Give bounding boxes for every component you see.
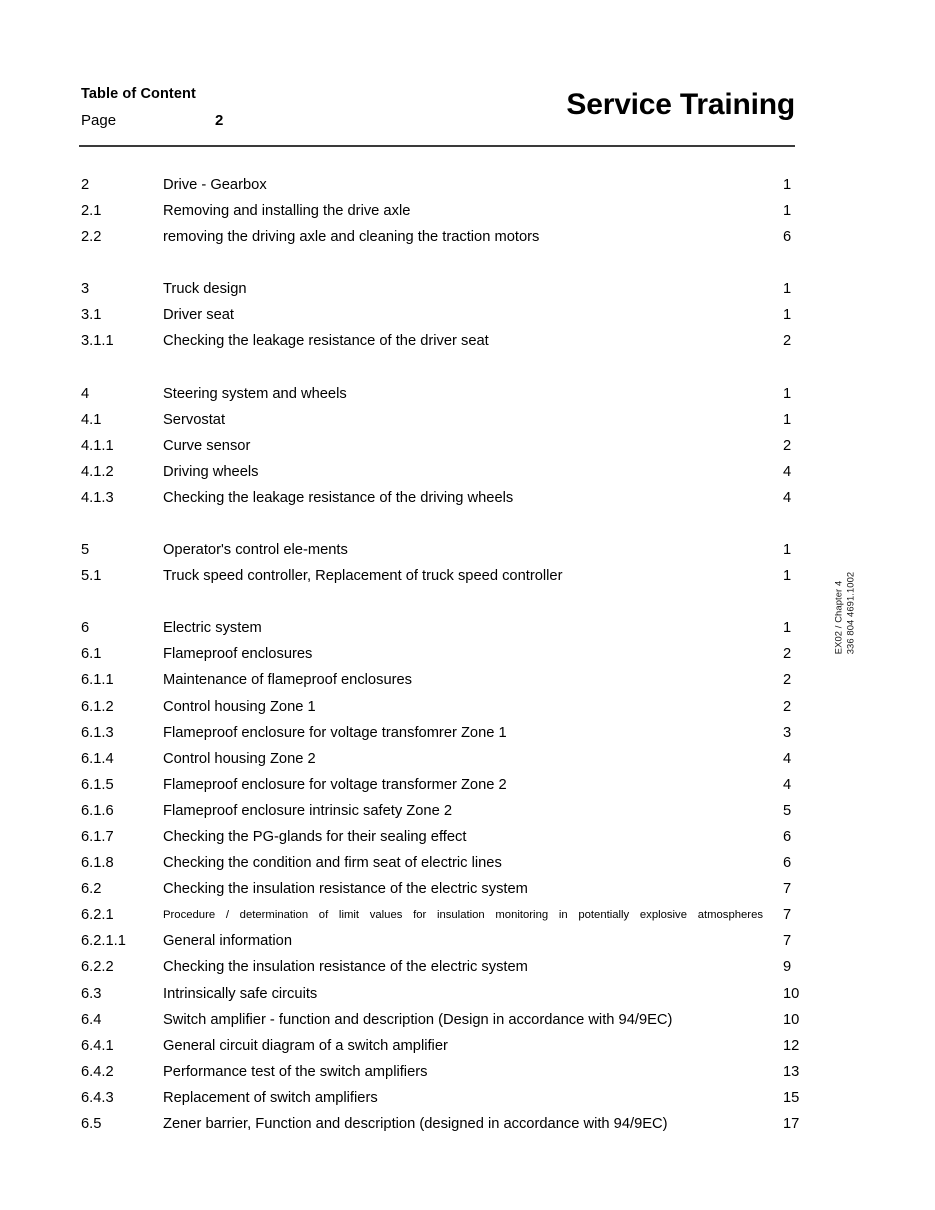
toc-entry-page: 2 xyxy=(783,333,792,350)
page-number-value: 2 xyxy=(215,112,224,129)
toc-entry-page: 1 xyxy=(783,542,792,559)
toc-entry-number: 6.4.3 xyxy=(81,1089,114,1106)
toc-entry[interactable] xyxy=(79,615,795,641)
toc-entry-page: 1 xyxy=(783,620,792,637)
toc-entry-page: 12 xyxy=(783,1037,800,1054)
toc-entry-title: Control housing Zone 1 xyxy=(163,698,316,715)
toc-entry-page: 1 xyxy=(783,568,792,585)
toc-entry-number: 6.1.3 xyxy=(81,724,114,741)
toc-entry-title: Zener barrier, Function and description (designed in accordance with 94/9EC) xyxy=(163,1116,668,1132)
toc-entry[interactable] xyxy=(79,824,795,850)
toc-entry-page: 7 xyxy=(783,907,792,924)
toc-group xyxy=(79,276,795,354)
toc-entry-page: 6 xyxy=(783,855,792,872)
toc-entry-page: 1 xyxy=(783,307,792,324)
toc-entry[interactable] xyxy=(79,954,795,980)
toc-entry-title: Checking the PG-glands for their sealing effect xyxy=(163,828,467,845)
toc-entry-page: 5 xyxy=(783,802,792,819)
toc-entry-number: 3 xyxy=(81,281,90,298)
toc-entry[interactable] xyxy=(79,981,800,1007)
toc-entry-title: Checking the insulation resistance of the electric system xyxy=(163,881,528,898)
toc-entry-title: Removing and installing the drive axle xyxy=(163,203,411,220)
toc-entry[interactable] xyxy=(79,1033,800,1059)
toc-entry-page: 6 xyxy=(783,229,792,246)
toc-entry-page: 1 xyxy=(783,203,792,220)
page-label: Page xyxy=(81,112,117,129)
toc-entry[interactable] xyxy=(79,667,795,693)
document-title: Service Training xyxy=(566,88,795,121)
toc-entry-number: 6.1 xyxy=(81,646,102,663)
toc-entry-title: Drive - Gearbox xyxy=(163,177,267,193)
toc-entry-number: 6.2.1.1 xyxy=(81,933,126,950)
toc-entry-page: 1 xyxy=(783,411,792,428)
toc-entry-page: 4 xyxy=(783,463,792,480)
toc-entry-number: 4.1.1 xyxy=(81,437,114,454)
toc-entry-title: Truck speed controller, Replacement of truck speed controller xyxy=(163,568,563,585)
toc-entry-page: 1 xyxy=(783,177,792,193)
toc-entry-page: 2 xyxy=(783,672,792,689)
toc-group xyxy=(79,381,795,511)
toc-entry-number: 4.1.3 xyxy=(81,489,114,506)
toc-entry-number: 6.5 xyxy=(81,1116,102,1132)
table-of-contents xyxy=(79,172,800,1137)
toc-entry-page: 15 xyxy=(783,1089,800,1106)
toc-entry-title: Maintenance of flameproof enclosures xyxy=(163,672,413,689)
toc-entry-title: Control housing Zone 2 xyxy=(163,750,316,767)
toc-entry-page: 17 xyxy=(783,1116,800,1132)
toc-entry-title: Steering system and wheels xyxy=(163,385,347,402)
toc-entry-number: 6 xyxy=(81,620,90,637)
toc-entry-number: 6.4.1 xyxy=(81,1037,114,1054)
toc-entry-number: 2.2 xyxy=(81,229,102,246)
toc-entry-number: 2.1 xyxy=(81,203,102,220)
toc-entry-title: Driving wheels xyxy=(163,463,259,480)
toc-entry[interactable] xyxy=(79,746,795,772)
toc-entry-page: 9 xyxy=(783,959,792,976)
toc-entry-page: 1 xyxy=(783,281,792,298)
toc-entry-page: 7 xyxy=(783,933,792,950)
toc-entry-title: Performance test of the switch amplifiers xyxy=(163,1063,428,1080)
toc-entry[interactable] xyxy=(79,563,795,589)
toc-entry[interactable] xyxy=(79,224,795,250)
toc-entry[interactable] xyxy=(79,1111,800,1137)
toc-entry[interactable] xyxy=(79,459,795,485)
toc-entry[interactable] xyxy=(79,798,795,824)
toc-entry-page: 2 xyxy=(783,437,792,454)
toc-entry-title: Checking the insulation resistance of the electric system xyxy=(163,959,528,976)
toc-entry-number: 6.1.1 xyxy=(81,672,114,689)
toc-entry-page: 3 xyxy=(783,724,792,741)
toc-entry[interactable] xyxy=(79,850,795,876)
table-of-content-label: Table of Content xyxy=(81,86,196,102)
toc-entry-title: Operator's control ele-ments xyxy=(163,542,348,559)
toc-entry-title: Checking the leakage resistance of the driving wheels xyxy=(163,489,514,506)
toc-entry-number: 6.2.1 xyxy=(81,907,114,924)
toc-entry-title: Flameproof enclosures xyxy=(163,646,313,663)
toc-entry-title: Truck design xyxy=(163,281,247,298)
toc-entry-number: 6.2.2 xyxy=(81,959,114,976)
toc-entry-number: 6.4.2 xyxy=(81,1063,114,1080)
toc-entry-number: 6.1.2 xyxy=(81,698,114,715)
header-divider xyxy=(79,145,795,147)
side-reference-line-2: 336 804 4691.1002 xyxy=(844,571,855,655)
toc-entry[interactable] xyxy=(79,276,795,302)
toc-entry-number: 6.1.6 xyxy=(81,802,114,819)
toc-entry-title: Switch amplifier - function and description (Design in accordance with 94/9EC) xyxy=(163,1011,673,1028)
toc-entry-number: 2 xyxy=(81,177,90,193)
toc-entry-page: 4 xyxy=(783,750,792,767)
toc-entry-number: 6.1.8 xyxy=(81,855,114,872)
toc-entry-number: 6.3 xyxy=(81,985,102,1002)
toc-entry[interactable] xyxy=(79,381,795,407)
toc-entry[interactable] xyxy=(79,198,795,224)
toc-entry-title: Replacement of switch amplifiers xyxy=(163,1089,378,1106)
toc-entry-number: 6.1.5 xyxy=(81,776,114,793)
toc-entry-title: Driver seat xyxy=(163,307,235,324)
side-reference-text xyxy=(827,553,861,673)
toc-entry[interactable] xyxy=(79,902,795,928)
page-header xyxy=(79,86,795,148)
toc-entry-title: General information xyxy=(163,933,292,950)
toc-entry-page: 1 xyxy=(783,385,792,402)
toc-entry-title: Servostat xyxy=(163,411,226,428)
toc-entry-title: Flameproof enclosure for voltage transformer Zone 2 xyxy=(163,776,507,793)
toc-entry-page: 13 xyxy=(783,1063,800,1080)
toc-entry-number: 6.1.4 xyxy=(81,750,114,767)
toc-entry-title: Intrinsically safe circuits xyxy=(163,985,318,1002)
toc-entry-number: 4.1.2 xyxy=(81,463,114,480)
toc-entry-number: 6.4 xyxy=(81,1011,102,1028)
toc-entry[interactable] xyxy=(79,876,795,902)
toc-group xyxy=(79,172,795,250)
toc-entry-title: removing the driving axle and cleaning the traction motors xyxy=(163,229,540,246)
toc-entry[interactable] xyxy=(79,433,795,459)
toc-entry[interactable] xyxy=(79,537,795,563)
toc-entry-number: 3.1.1 xyxy=(81,333,114,350)
toc-entry-page: 6 xyxy=(783,828,792,845)
toc-entry[interactable] xyxy=(79,772,795,798)
toc-entry-page: 2 xyxy=(783,698,792,715)
toc-entry-title: Checking the condition and firm seat of electric lines xyxy=(163,855,502,872)
toc-entry-number: 4 xyxy=(81,385,90,402)
toc-entry-title: Flameproof enclosure intrinsic safety Zone 2 xyxy=(163,802,452,819)
toc-entry[interactable] xyxy=(79,1085,800,1111)
toc-entry-title: Flameproof enclosure for voltage transfomrer Zone 1 xyxy=(163,724,507,741)
toc-entry[interactable] xyxy=(79,1059,800,1085)
toc-entry-page: 4 xyxy=(783,489,792,506)
toc-entry-page: 4 xyxy=(783,776,792,793)
toc-entry[interactable] xyxy=(79,328,795,354)
toc-entry[interactable] xyxy=(79,641,795,667)
toc-entry-number: 6.1.7 xyxy=(81,828,114,845)
toc-entry-title: Checking the leakage resistance of the driver seat xyxy=(163,333,489,350)
toc-entry-number: 3.1 xyxy=(81,307,102,324)
toc-entry[interactable] xyxy=(79,694,795,720)
toc-entry-title: Electric system xyxy=(163,620,262,637)
toc-entry[interactable] xyxy=(79,928,795,954)
toc-entry[interactable] xyxy=(79,302,795,328)
toc-entry-page: 7 xyxy=(783,881,792,898)
toc-group xyxy=(79,537,795,589)
toc-entry-number: 5.1 xyxy=(81,568,102,585)
toc-entry[interactable] xyxy=(79,172,795,198)
toc-entry[interactable] xyxy=(79,485,795,511)
toc-entry-page: 10 xyxy=(783,985,800,1002)
toc-group xyxy=(79,615,800,1137)
toc-entry-title: Procedure / determination of limit values for insulation monitoring in potentially explosive atmospheres xyxy=(163,909,763,922)
toc-entry-page: 2 xyxy=(783,646,792,663)
toc-entry[interactable] xyxy=(79,407,795,433)
toc-entry-number: 6.2 xyxy=(81,881,102,898)
toc-entry-title: General circuit diagram of a switch amplifier xyxy=(163,1037,448,1054)
toc-entry[interactable] xyxy=(79,720,795,746)
toc-entry-page: 10 xyxy=(783,1011,800,1028)
toc-entry-title: Curve sensor xyxy=(163,437,251,454)
toc-entry[interactable] xyxy=(79,1007,800,1033)
side-reference-line-1: EX02 / Chapter 4 xyxy=(832,580,844,655)
toc-entry-number: 5 xyxy=(81,542,90,559)
toc-entry-number: 4.1 xyxy=(81,411,102,428)
